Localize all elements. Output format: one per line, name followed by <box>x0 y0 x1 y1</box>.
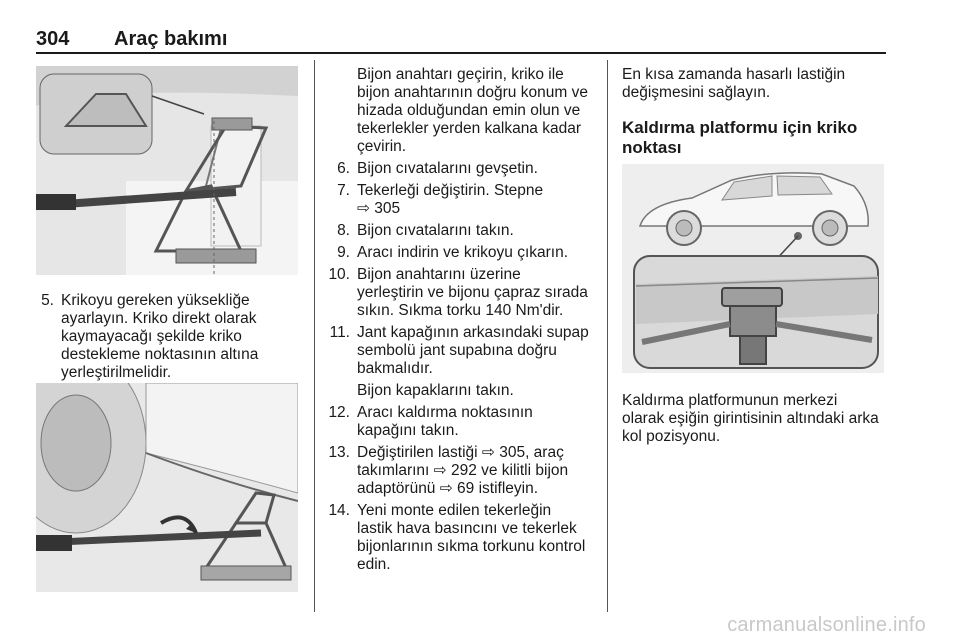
damaged-tire-note: En kısa zamanda hasarlı lastiğin değişmesini sağlayın. <box>622 66 846 101</box>
jack-illustration-2 <box>36 383 298 592</box>
header-rule <box>36 52 886 54</box>
section-heading: Kaldırma platformu için kriko noktası <box>622 118 858 157</box>
step-11: 11. Jant kapağının arkasındaki supap sembolü jant supabına doğru bakmalıdır. <box>329 324 589 377</box>
wrench-instructions: Bijon anahtarı geçirin, kriko ile bijon anahtarının doğru konum ve hizada olduğundan emin olun ve tekerlekler yerden kalkana kadar çevirin. <box>357 66 588 155</box>
step-number: 5. <box>41 292 54 309</box>
step-9: 9. Aracı indirin ve krikoyu çıkarın. <box>337 244 569 261</box>
page-title: Araç bakımı <box>114 28 228 50</box>
lift-platform-illustration <box>622 164 884 373</box>
step-text: Krikoyu gereken yüksekliğe ayarlayın. Kriko direkt olarak kaymayacağı şekilde kriko destekleme noktasının altına yerleştirilmelidir. <box>61 292 259 381</box>
column-divider-2 <box>607 60 608 612</box>
jack-illustration-1 <box>36 66 298 275</box>
step-13: 13. Değiştirilen lastiği ⇨ 305, araç takımlarını ⇨ 292 ve kilitli bijon adaptörünü ⇨ 69 istifleyin. <box>328 444 569 497</box>
page-ref-link[interactable]: ⇨ 305 <box>357 200 401 217</box>
page-number: 304 <box>36 28 70 50</box>
watermark: carmanualsonline.info <box>727 614 926 636</box>
column-2 <box>316 66 606 578</box>
step-8: 8. Bijon cıvatalarını takın. <box>337 222 514 239</box>
step-6: 6. Bijon cıvatalarını gevşetin. <box>337 160 538 177</box>
step-7: 7. Tekerleği değiştirin. Stepne ⇨ 305 <box>337 182 544 217</box>
step-10: 10. Bijon anahtarını üzerine yerleştirin ve bijonu çapraz sırada sıkın. Sıkma torku 140 Nm'dir. <box>328 266 588 319</box>
column-divider-1 <box>314 60 315 612</box>
figure-caption: Kaldırma platformunun merkezi olarak eşiğin girintisinin altındaki arka kol pozisyonu. <box>622 392 879 445</box>
step-11-note: Bijon kapaklarını takın. <box>357 382 514 399</box>
step-5 <box>36 292 306 386</box>
step-12: 12. Aracı kaldırma noktasının kapağını takın. <box>328 404 533 439</box>
step-14: 14. Yeni monte edilen tekerleğin lastik hava basıncını ve tekerlek bijonlarının sıkma torkunu kontrol edin. <box>328 502 586 573</box>
